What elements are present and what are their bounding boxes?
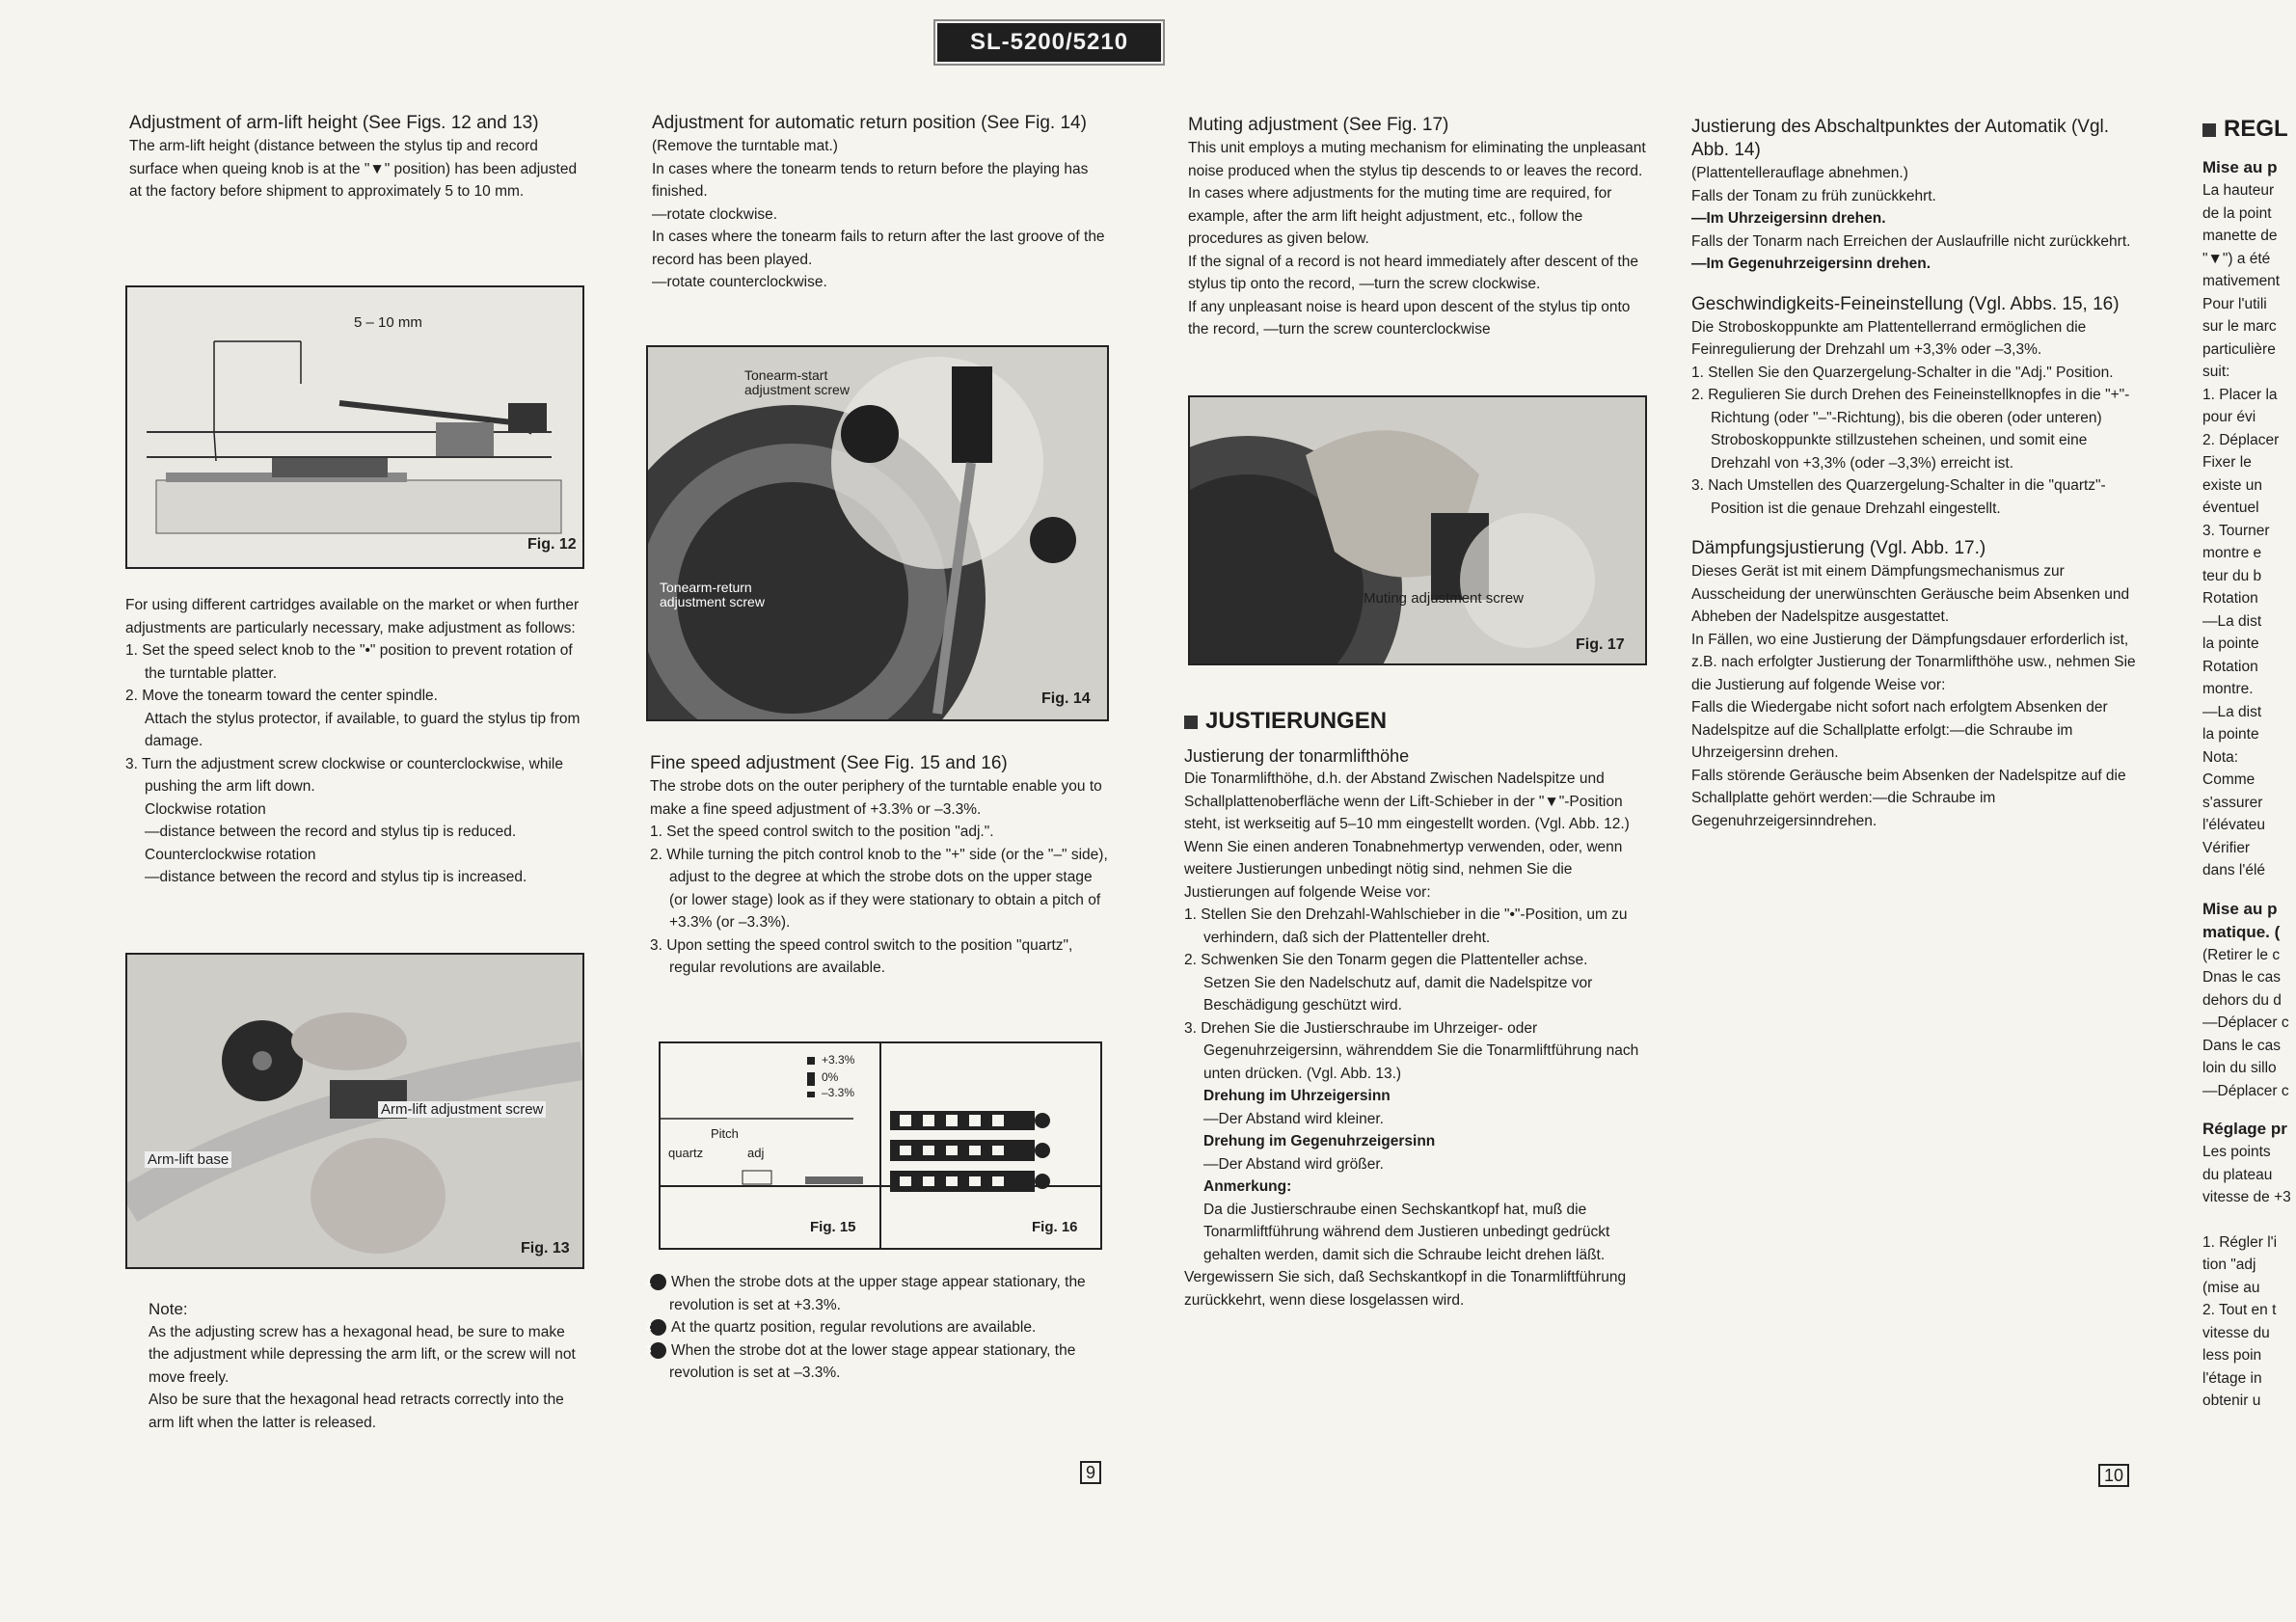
fr-lines-1 [2202, 179, 2296, 882]
muting-body-1: This unit employs a muting mechanism for eliminating the unpleasant noise produced when the stylus tip descends to or leaves the record. In cases where adjustments for the muting time are required, for example, after the arm lift height adjustment, etc., follow the procedures as given below. [1188, 140, 1646, 247]
arm-lift-body: The arm-lift height (distance between the stylus tip and record surface when queing knob is at the "▼" position) has been adjusted at the factory before shipment to approximately 5 to 10 mm. [129, 138, 578, 200]
fr-line [2202, 1209, 2296, 1231]
muting-photo [1190, 397, 1645, 663]
counterclockwise-heading: Counterclockwise rotation [145, 846, 316, 863]
step-2-extra: Attach the stylus protector, if available, to guard the stylus tip from damage. [145, 710, 581, 749]
fig17-screw-label: Muting adjustment screw [1364, 590, 1524, 607]
figure-17 [1188, 395, 1647, 665]
column-4 [1691, 116, 2150, 832]
fr-line: existe un [2202, 476, 2263, 494]
fr-line: de la point [2202, 204, 2272, 222]
fr-lines-3 [2202, 1141, 2296, 1413]
fr-line: la pointe [2202, 726, 2259, 743]
auto-return-line-2: In cases where the tonearm tends to return before the playing has finished. [652, 160, 1089, 200]
de-cw-heading: Drehung im Uhrzeigersinn [1203, 1088, 1391, 1104]
fr-line: Dnas le cas [2202, 969, 2281, 986]
arm-lift-title: Adjustment of arm-lift height (See Figs. 12 and 13) [129, 113, 539, 133]
de-step-2: 2. Schwenken Sie den Tonarm gegen die Plattenteller achse. [1184, 952, 1588, 968]
abschalt-line-3: —Im Uhrzeigersinn drehen. [1691, 210, 1886, 227]
de-note-2: Vergewissern Sie sich, daß Sechskantkopf in die Tonarmliftführung zurückkehrt, wenn diese losgelassen wird. [1184, 1269, 1627, 1309]
fig14-start-label: Tonearm-start adjustment screw [744, 367, 850, 397]
muting-body-2: If the signal of a record is not heard immediately after descent of the stylus tip onto the record, —turn the screw clockwise. [1188, 253, 1638, 292]
muting-body-3: If any unpleasant noise is heard upon descent of the stylus tip onto the record, —turn the screw counterclockwise [1188, 298, 1631, 338]
abschalt-line-4: Falls der Tonarm nach Erreichen der Auslaufrille nicht zurückkehrt. [1691, 232, 2131, 250]
fr-line: 2. Tout en t [2202, 1302, 2277, 1318]
fr-line: Nota: [2202, 748, 2239, 766]
note-block [149, 1298, 584, 1434]
column-2 [652, 112, 1113, 294]
fr-line: Vérifier [2202, 839, 2251, 856]
de-note-title: Anmerkung: [1203, 1178, 1292, 1195]
column-1 [129, 112, 582, 203]
fr-title-3: Réglage pr [2202, 1120, 2287, 1138]
fig14-return-label: Tonearm-return adjustment screw [660, 580, 765, 609]
note-1: As the adjusting screw has a hexagonal head, be sure to make the adjustment while depressing the arm lift, or the screw will not move freely. [149, 1323, 576, 1386]
note-2: Also be sure that the hexagonal head retracts correctly into the arm lift when the latter is released. [149, 1392, 564, 1431]
fr-line: pour évi [2202, 409, 2256, 425]
model-badge: SL-5200/5210 [937, 23, 1161, 62]
figure-12 [125, 285, 584, 569]
figure-15-16 [659, 1041, 1102, 1250]
clockwise-heading: Clockwise rotation [145, 800, 266, 818]
fine-speed-body: The strobe dots on the outer periphery of the turntable enable you to make a fine speed adjustment of +3.3% or –3.3%. [650, 778, 1102, 818]
fig12-label: Fig. 12 [527, 536, 577, 553]
section-square-icon [1184, 716, 1198, 729]
de-step-1: 1. Stellen Sie den Drehzahl-Wahlschieber in die "•"-Position, um zu verhindern, daß sich der Plattenteller dreht. [1184, 906, 1628, 946]
note-title: Note: [149, 1300, 188, 1318]
fig12-dimension: 5 – 10 mm [354, 314, 422, 331]
step-2: 2. Move the tonearm toward the center spindle. [125, 688, 438, 704]
step-3: 3. Turn the adjustment screw clockwise or counterclockwise, while pushing the arm lift down. [125, 755, 563, 795]
section-square-icon-fr [2202, 123, 2216, 137]
fr-line: la pointe [2202, 635, 2259, 652]
fr-line: 1. Régler l'i [2202, 1233, 2278, 1251]
circled-1-icon: 1 [650, 1274, 666, 1290]
daempfung-body-2: In Fällen, wo eine Justierung der Dämpfungsdauer erforderlich ist, z.B. nach erfolgter Justierung der Tonarmlifthöhe usw., nehmen Sie die Justierung auf folgende Weise vor: [1691, 631, 2136, 693]
fr-line: Fixer le [2202, 454, 2252, 471]
speed-step-1: 1. Stellen Sie den Quarzergelung-Schalter in die "Adj." Position. [1691, 364, 2114, 381]
auto-return-line-5: —rotate counterclockwise. [652, 274, 827, 290]
tonarmlift-body-1: Die Tonarmlifthöhe, d.h. der Abstand Zwischen Nadelspitze und Schallplattenoberfläche wenn der Lift-Schieber in der "▼"-Position steht, ist werkseitig auf 5–10 mm eingestellt worden. (Vgl. Abb. 12.) [1184, 770, 1630, 832]
column-1-cont [125, 594, 582, 889]
fr-title-2: Mise au p [2202, 899, 2278, 918]
fig14-label: Fig. 14 [1041, 690, 1091, 707]
fr-line: dehors du d [2202, 991, 2282, 1009]
fr-line: —La dist [2202, 612, 2262, 630]
figure-14 [646, 345, 1109, 721]
fr-line: l'élévateu [2202, 817, 2266, 833]
fr-line: Rotation [2202, 590, 2258, 607]
clockwise-text: —distance between the record and stylus tip is reduced. [145, 824, 517, 840]
de-step-3: 3. Drehen Sie die Justierschraube im Uhrzeiger- oder Gegenuhrzeigersinn, währenddem Sie die Tonarmliftführung nach unten drücken. (Vgl. Abb. 13.) [1184, 1019, 1639, 1082]
daempfung-title: Dämpfungsjustierung (Vgl. Abb. 17.) [1691, 538, 1986, 558]
fig13-label: Fig. 13 [521, 1240, 570, 1257]
fig15-adj: adj [747, 1146, 765, 1160]
step-1: 1. Set the speed select knob to the "•" position to prevent rotation of the turntable platter. [125, 642, 573, 682]
column-5 [2202, 116, 2296, 1413]
auto-return-title: Adjustment for automatic return position (See Fig. 14) [652, 113, 1087, 133]
justierungen-block [1184, 708, 1645, 1311]
daempfung-body-1: Dieses Gerät ist mit einem Dämpfungsmechanismus zur Ausscheidung der unerwünschten Geräusche beim Absenken und Abheben der Nadelspitze ausgestattet. [1691, 563, 2130, 625]
regl-heading: REGL [2202, 116, 2296, 143]
strobe-note-2: 2 At the quartz position, regular revolutions are available. [645, 1319, 1037, 1336]
de-ccw-heading: Drehung im Gegenuhrzeigersinn [1203, 1133, 1436, 1149]
fr-line: dans l'élé [2202, 862, 2266, 879]
fig15-quartz: quartz [668, 1146, 704, 1160]
abschalt-line-5: —Im Gegenuhrzeigersinn drehen. [1691, 256, 1931, 272]
fr-line: éventuel [2202, 500, 2259, 516]
fr-line: du plateau [2202, 1166, 2273, 1183]
fr-line: —Déplacer c [2202, 1082, 2289, 1099]
fig13-screw-label: Arm-lift adjustment screw [378, 1101, 546, 1118]
fr-line: Comme [2202, 771, 2255, 788]
fr-line: —La dist [2202, 703, 2262, 720]
page-number-9: 9 [1080, 1461, 1101, 1484]
speed-title: Geschwindigkeits-Feineinstellung (Vgl. Abbs. 15, 16) [1691, 293, 2120, 314]
fine-step-2: 2. While turning the pitch control knob to the "+" side (or the "–" side), adjust to the degree at which the strobe dots on the upper stage (or lower stage) look as if they were stationary to obtain a pitch of +3.3% (or –3.3%). [650, 846, 1108, 931]
fr-line: tion "adj [2202, 1257, 2256, 1273]
muting-title: Muting adjustment (See Fig. 17) [1188, 115, 1449, 135]
fr-line: suit: [2202, 364, 2230, 380]
fr-line: Les points [2202, 1144, 2271, 1160]
de-cw-text: —Der Abstand wird kleiner. [1203, 1110, 1384, 1127]
cartridge-intro: For using different cartridges available on the market or when further adjustments are particularly necessary, make adjustment as follows: [125, 597, 580, 636]
abschalt-title: Justierung des Abschaltpunktes der Automatik (Vgl. Abb. 14) [1691, 117, 2110, 160]
fig15-plus: +3.3% [822, 1053, 855, 1067]
auto-return-line-3: —rotate clockwise. [652, 205, 778, 223]
fig16-label: Fig. 16 [1032, 1219, 1078, 1235]
fr-line: less poin [2202, 1347, 2262, 1364]
fig13-lift-label: Arm-lift base [145, 1151, 231, 1168]
fr-line: Rotation [2202, 658, 2258, 675]
strobe-notes [645, 1271, 1111, 1385]
fr-line: "▼") a été [2202, 250, 2271, 267]
tonarmlift-body-2: Wenn Sie einen anderen Tonabnehmertyp verwenden, oder, wenn weitere Justierungen unbedingt nötig sind, nehmen Sie die Justierungen auf folgende Weise vor: [1184, 838, 1623, 901]
fr-line: vitesse de +3 [2202, 1189, 2291, 1205]
pitch-strobe-diagram [661, 1043, 1100, 1248]
fr-line: Pour l'utili [2202, 295, 2267, 312]
fr-line: l'étage in [2202, 1369, 2262, 1387]
fr-line: particulière [2202, 340, 2276, 358]
fr-line: 3. Tourner [2202, 522, 2270, 539]
fine-step-3: 3. Upon setting the speed control switch to the position "quartz", regular revolutions are available. [650, 936, 1073, 976]
circled-2-icon: 2 [650, 1319, 666, 1336]
strobe-note-1: 1 When the strobe dots at the upper stage appear stationary, the revolution is set at +3.3%. [645, 1274, 1086, 1313]
de-step-2-extra: Setzen Sie den Nadelschutz auf, damit die Nadelspitze vor Beschädigung geschützt wird. [1203, 974, 1593, 1014]
fine-step-1: 1. Set the speed control switch to the position "adj.". [650, 824, 994, 840]
fr-line: s'assurer [2202, 794, 2263, 811]
column-3 [1188, 114, 1647, 341]
de-note-1: Da die Justierschraube einen Sechskantkopf hat, muß die Tonarmliftführung während dem Justieren unbedingt gedrückt gehalten werden, damit sich die Schraube leicht drehen läßt. [1203, 1201, 1610, 1263]
daempfung-body-3: Falls die Wiedergabe nicht sofort nach erfolgtem Absenken der Nadelspitze auf die Schallplatte erfolgt:—die Schraube im Uhrzeigersinn drehen. [1691, 699, 2108, 761]
auto-return-line-1: (Remove the turntable mat.) [652, 138, 838, 154]
fr-line: obtenir u [2202, 1392, 2261, 1409]
fr-line: (mise au [2202, 1279, 2260, 1296]
de-ccw-text: —Der Abstand wird größer. [1203, 1155, 1384, 1173]
speed-body: Die Stroboskoppunkte am Plattentellerrand ermöglichen die Feinregulierung der Drehzahl um +3,3% oder –3,3%. [1691, 318, 2087, 358]
fr-line: montre. [2202, 681, 2254, 697]
speed-step-2: 2. Regulieren Sie durch Drehen des Feineinstellknopfes in die "+"-Richtung (oder "–"-Richtung), bis die oberen (oder unteren) Stroboskoppunkte stillzustehen scheinen, und somit eine Drehzahl von +3,3% (oder –3,3%) erreicht ist. [1691, 387, 2130, 472]
auto-return-line-4: In cases where the tonearm fails to return after the last groove of the record has been played. [652, 229, 1105, 268]
tonearm-photo [648, 347, 1107, 719]
justierungen-heading: JUSTIERUNGEN [1184, 708, 1645, 735]
fr-line: loin du sillo [2202, 1060, 2277, 1076]
fr-line: mativement [2202, 273, 2281, 289]
fr-line: manette de [2202, 228, 2278, 244]
strobe-note-3: 3 When the strobe dot at the lower stage appear stationary, the revolution is set at –3.3%. [645, 1341, 1076, 1381]
fr-line: Dans le cas [2202, 1037, 2281, 1054]
fr-line: montre e [2202, 545, 2262, 561]
abschalt-line-2: Falls der Tonam zu früh zunückkehrt. [1691, 187, 1936, 204]
page-number-10: 10 [2098, 1464, 2129, 1487]
fr-line: vitesse du [2202, 1324, 2270, 1341]
abschalt-line-1: (Plattentellerauflage abnehmen.) [1691, 165, 1908, 181]
fr-lines-2 [2202, 944, 2296, 1103]
tonarmlift-title: Justierung der tonarmlifthöhe [1184, 746, 1410, 766]
fr-title-1: Mise au p [2202, 158, 2278, 176]
fr-line: —Déplacer c [2202, 1014, 2289, 1031]
circled-3-icon: 3 [650, 1342, 666, 1359]
speed-step-3: 3. Nach Umstellen des Quarzergelung-Schalter in die "quartz"-Position ist die genaue Drehzahl eingestellt. [1691, 477, 2106, 517]
fr-title-2b: matique. ( [2202, 922, 2281, 941]
counterclockwise-text: —distance between the record and stylus tip is increased. [145, 869, 527, 885]
fig15-label: Fig. 15 [810, 1219, 856, 1235]
fr-line: (Retirer le c [2202, 946, 2281, 963]
fig15-minus: –3.3% [822, 1086, 855, 1099]
fr-line: teur du b [2202, 567, 2262, 584]
fine-speed-block [650, 752, 1111, 980]
fr-line: sur le marc [2202, 318, 2277, 335]
figure-13 [125, 953, 584, 1269]
fr-line: 2. Déplacer [2202, 431, 2280, 448]
daempfung-body-4: Falls störende Geräusche beim Absenken der Nadelspitze auf die Schallplatte gehört werden:—die Schraube im Gegenuhrzeigersinndrehen. [1691, 767, 2126, 829]
fr-line: 1. Placer la [2202, 386, 2278, 403]
fig17-label: Fig. 17 [1576, 636, 1625, 653]
fig15-zero: 0% [822, 1070, 839, 1084]
fine-speed-title: Fine speed adjustment (See Fig. 15 and 16) [650, 753, 1008, 773]
fig15-pitch: Pitch [711, 1126, 739, 1141]
fr-line: La hauteur [2202, 182, 2275, 199]
